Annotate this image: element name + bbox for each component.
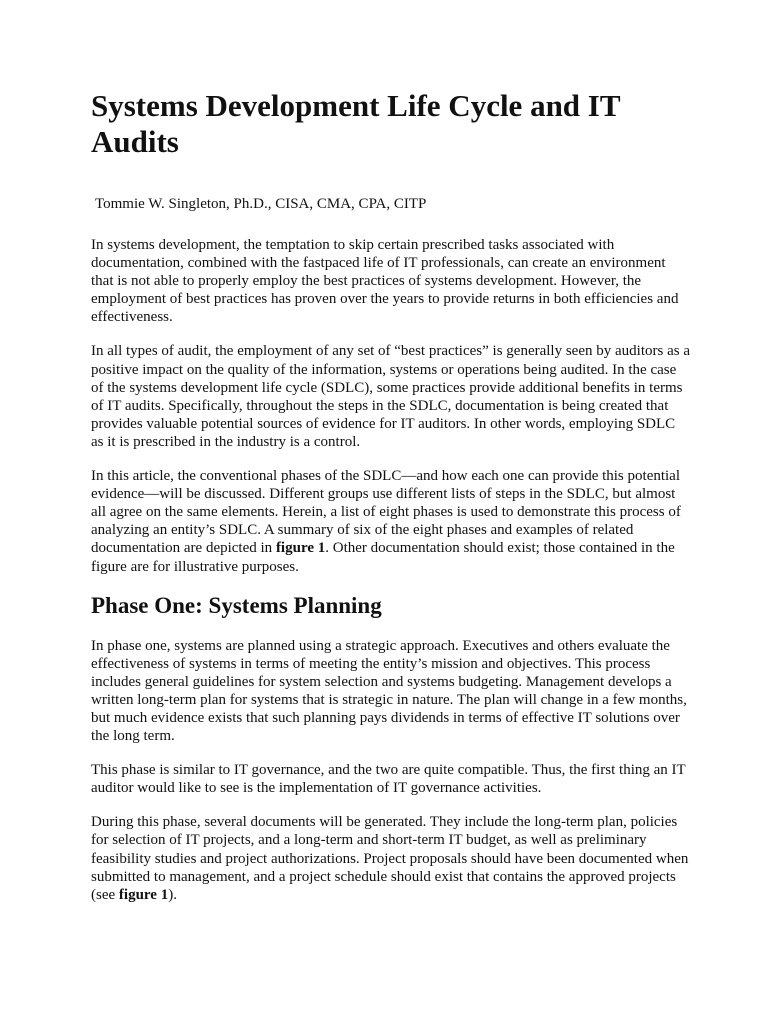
paragraph-text: During this phase, several documents will be generated. They include the long-term plan, policies for selection of IT projects, and a long-term and short-term IT budget, as well as preliminary feasibility studies and project authorizations. Project proposals should have been documented when submitted to management, and a project schedule should exist that contains the approved projects (see — [91, 814, 689, 903]
section-paragraph-1: In phase one, systems are planned using a strategic approach. Executives and others evaluate the effectiveness of systems in terms of meeting the entity’s mission and objectives. This process includes general guidelines for system selection and systems budgeting. Management develops a written long-term plan for systems that is strategic in nature. The plan will change in a few months, but much evidence exists that such planning pays dividends in terms of effective IT solutions over the long term. — [91, 637, 687, 745]
paragraph-text: ). — [168, 886, 177, 903]
author-line: Tommie W. Singleton, Ph.D., CISA, CMA, CPA, CITP — [95, 196, 427, 212]
section-paragraph-3 — [91, 813, 691, 903]
section-heading: Phase One: Systems Planning — [91, 592, 382, 618]
section-paragraph-2: This phase is similar to IT governance, and the two are quite compatible. Thus, the first thing an IT auditor would like to see is the implementation of IT governance activities. — [91, 762, 686, 797]
intro-paragraph-3 — [91, 467, 691, 576]
intro-paragraph-2: In all types of audit, the employment of any set of “best practices” is generally seen by auditors as a positive impact on the quality of the information, systems or operations being audited. In the case of the systems development life cycle (SDLC), some practices provide additional benefits in terms of IT audits. Specifically, throughout the steps in the SDLC, documentation is being created that provides valuable potential sources of evidence for IT auditors. In other words, employing SDLC as it is prescribed in the industry is a control. — [91, 343, 690, 450]
figure-reference: figure 1 — [275, 540, 326, 557]
intro-paragraph-1: In systems development, the temptation to skip certain prescribed tasks associated with documentation, combined with the fastpaced life of IT professionals, can create an environment that is not able to properly employ the best practices of systems development. However, the employment of best practices has proven over the years to provide returns in both efficiencies and effectiveness. — [91, 237, 679, 326]
document-page — [91, 88, 691, 904]
paragraph-text: In this article, the conventional phases of the SDLC—and how each one can provide this potential evidence—will be discussed. Different groups use different lists of steps in the SDLC, but almost all agree on the same elements. Herein, a list of eight phases is used to demonstrate this process of analyzing an entity’s SDLC. A summary of six of the eight phases and examples of related documentation are depicted in — [91, 468, 681, 557]
paragraph-text: . Other documentation should exist; those contained in the figure are for illustrative purposes. — [91, 540, 675, 575]
figure-reference: figure 1 — [118, 886, 169, 903]
document-title: Systems Development Life Cycle and IT Audits — [91, 88, 620, 159]
